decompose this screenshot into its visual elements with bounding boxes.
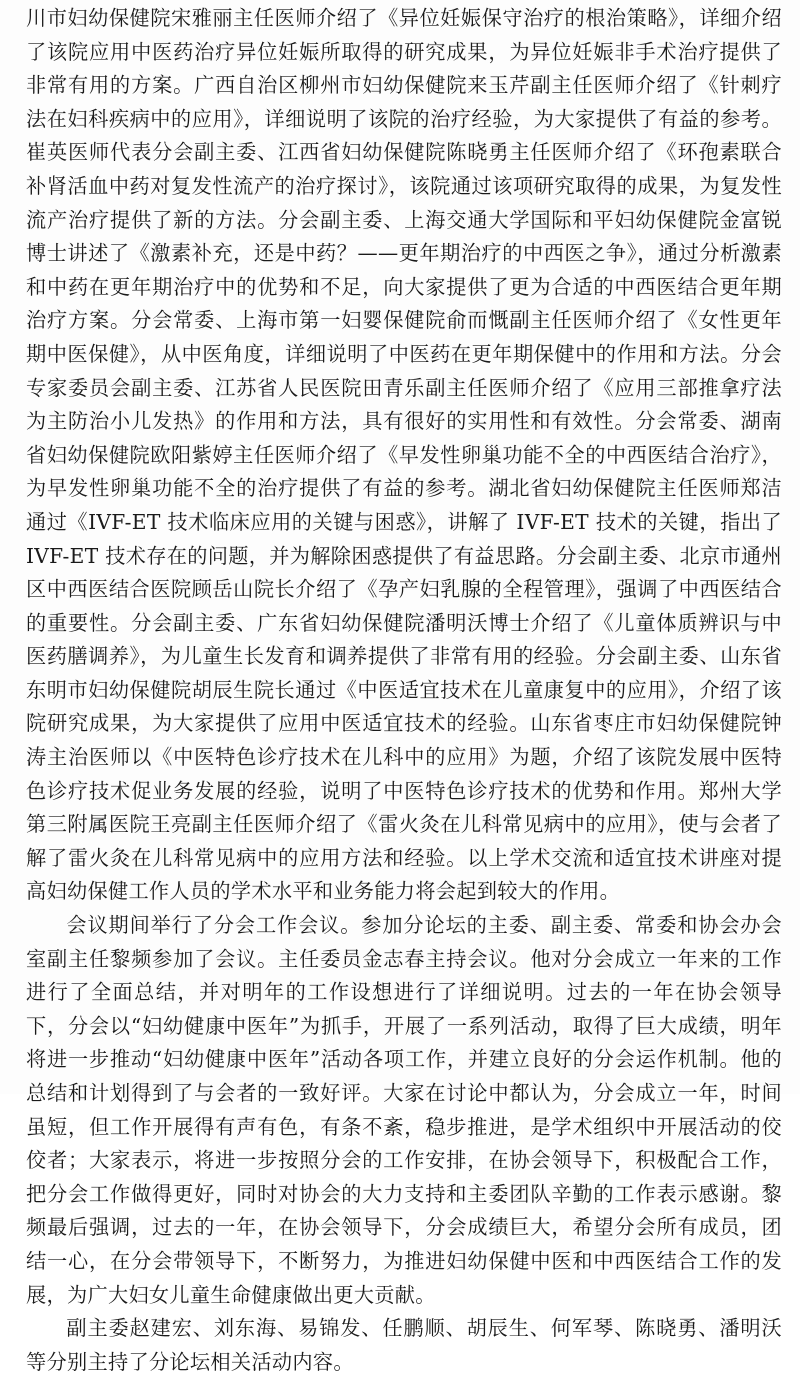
- article-body: [26, 2, 782, 1379]
- paragraph-speaker-reports: 川市妇幼保健院宋雅丽主任医师介绍了《异位妊娠保守治疗的根治策略》，详细介绍了该院应用中医药治疗异位妊娠所取得的研究成果，为异位妊娠非手术治疗提供了非常有用的方案。广西自治区柳州市妇幼保健院来玉芹副主任医师介绍了《针刺疗法在妇科疾病中的应用》，详细说明了该院的治疗经验，为大家提供了有益的参考。崔英医师代表分会副主委、江西省妇幼保健院陈晓勇主任医师介绍了《环孢素联合补肾活血中药对复发性流产的治疗探讨》，该院通过该项研究取得的成果，为复发性流产治疗提供了新的方法。分会副主委、上海交通大学国际和平妇幼保健院金富锐博士讲述了《激素补充，还是中药？——更年期治疗的中西医之争》，通过分析激素和中药在更年期治疗中的优势和不足，向大家提供了更为合适的中西医结合更年期治疗方案。分会常委、上海市第一妇婴保健院俞而慨副主任医师介绍了《女性更年期中医保健》，从中医角度，详细说明了中医药在更年期保健中的作用和方法。分会专家委员会副主委、江苏省人民医院田青乐副主任医师介绍了《应用三部推拿疗法为主防治小儿发热》的作用和方法，具有很好的实用性和有效性。分会常委、湖南省妇幼保健院欧阳紫婷主任医师介绍了《早发性卵巢功能不全的中西医结合治疗》，为早发性卵巢功能不全的治疗提供了有益的参考。湖北省妇幼保健院主任医师郑洁通过《IVF-ET 技术临床应用的关键与困惑》，讲解了 IVF-ET 技术的关键，指出了 IVF-ET 技术存在的问题，并为解除困惑提供了有益思路。分会副主委、北京市通州区中西医结合医院顾岳山院长介绍了《孕产妇乳腺的全程管理》，强调了中西医结合的重要性。分会副主委、广东省妇幼保健院潘明沃博士介绍了《儿童体质辨识与中医药膳调养》，为儿童生长发育和调养提供了非常有用的经验。分会副主委、山东省东明市妇幼保健院胡辰生院长通过《中医适宜技术在儿童康复中的应用》，介绍了该院研究成果，为大家提供了应用中医适宜技术的经验。山东省枣庄市妇幼保健院钟涛主治医师以《中医特色诊疗技术在儿科中的应用》为题，介绍了该院发展中医特色诊疗技术促业务发展的经验，说明了中医特色诊疗技术的优势和作用。郑州大学第三附属医院王亮副主任医师介绍了《雷火灸在儿科常见病中的应用》，使与会者了解了雷火灸在儿科常见病中的应用方法和经验。以上学术交流和适宜技术讲座对提高妇幼保健工作人员的学术水平和业务能力将会起到较大的作用。: [26, 6, 782, 904]
- paragraph-forum-hosts: 副主委赵建宏、刘东海、易锦发、任鹏顺、胡辰生、何军琴、陈晓勇、潘明沃等分别主持了分论坛相关活动内容。: [26, 1316, 782, 1374]
- paragraph-work-meeting: 会议期间举行了分会工作会议。参加分论坛的主委、副主委、常委和协会办会室副主任黎频参加了会议。主任委员金志春主持会议。他对分会成立一年来的工作进行了全面总结，并对明年的工作设想进行了详细说明。过去的一年在协会领导下，分会以“妇幼健康中医年”为抓手，开展了一系列活动，取得了巨大成绩，明年将进一步推动“妇幼健康中医年”活动各项工作，并建立良好的分会运作机制。他的总结和计划得到了与会者的一致好评。大家在讨论中都认为，分会成立一年，时间虽短，但工作开展得有声有色，有条不紊，稳步推进，是学术组织中开展活动的佼佼者；大家表示，将进一步按照分会的工作安排，在协会领导下，积极配合工作，把分会工作做得更好，同时对协会的大力支持和主委团队辛勤的工作表示感谢。黎频最后强调，过去的一年，在协会领导下，分会成绩巨大，希望分会所有成员，团结一心，在分会带领导下，不断努力，为推进妇幼保健中医和中西医结合工作的发展，为广大妇女儿童生命健康做出更大贡献。: [26, 913, 782, 1307]
